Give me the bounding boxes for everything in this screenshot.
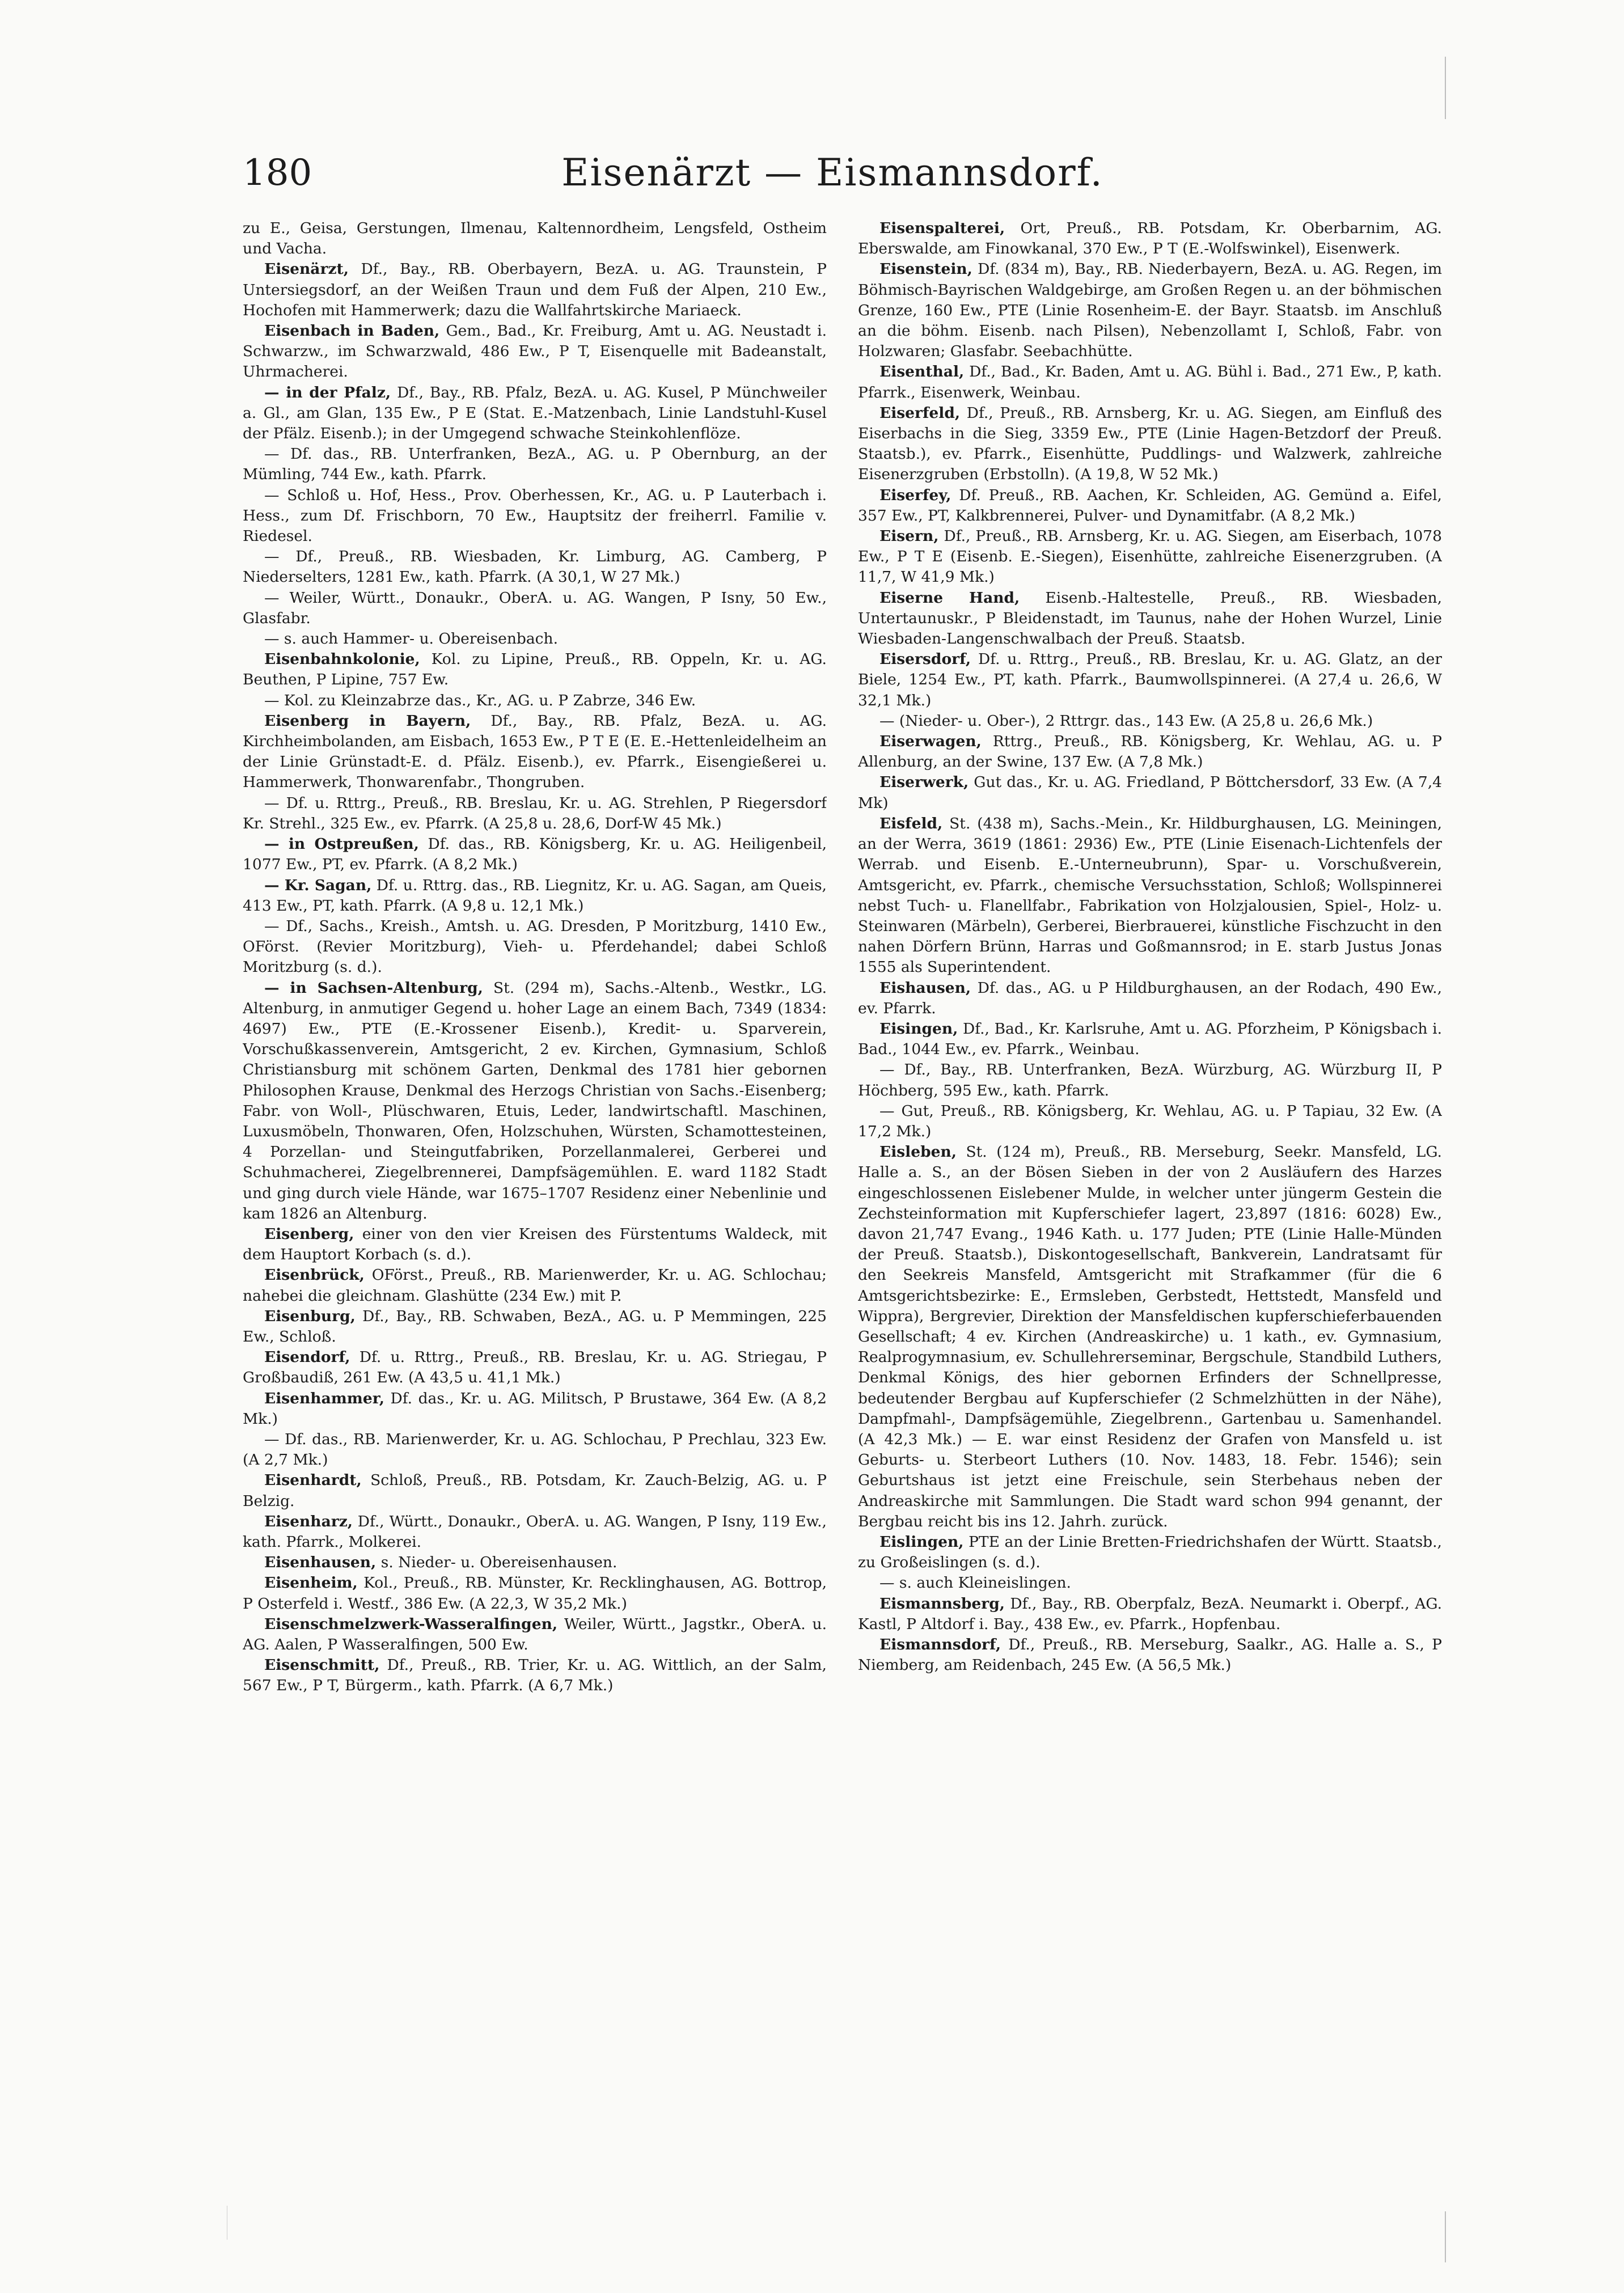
entry-text: Df. (834 m), Bay., RB. Niederbayern, BezA. u. AG. Regen, im Böhmisch-Bayrischen Waldgebirge, am Großen Regen u. an der böhmischen Grenze, 160 Ew., PTE (Linie Rosenheim-E. der Bayr. Staatsb. im Anschluß an die böhm. Eisenb. nach Pilsen), Nebenzollamt I, Schloß, Fabr. von Holzwaren; Glasfabr. Seebachhütte. (858, 260, 1442, 361)
entry-headword: Eisenhardt, (264, 1471, 362, 1490)
dictionary-entry (858, 1532, 1442, 1573)
entry-text: OFörst., Preuß., RB. Marienwerder, Kr. u. AG. Schlochau; nahebei die gleichnam. Glashütte (234 Ew.) mit P. (243, 1266, 827, 1305)
entry-text: Df., Preuß., RB. Arnsberg, Kr. u. AG. Siegen, am Einfluß des Eiserbachs in die Sieg, 3359 Ew., PTE (Linie Hagen-Betzdorf der Preuß. Staatsb.), ev. Pfarrk., Eisenhütte, Puddlings- und Walzwerk, zahlreiche Eisenerzgruben (Erbstolln). (A 19,8, W 52 Mk.) (858, 404, 1442, 484)
entry-headword: Eiserfeld, (879, 404, 961, 422)
entry-headword: — Kr. Sagan, (264, 876, 372, 894)
dictionary-entry (858, 1635, 1442, 1676)
dictionary-entry (243, 875, 827, 916)
entry-text: — Schloß u. Hof, Hess., Prov. Oberhessen, Kr., AG. u. P Lauterbach i. Hess., zum Df. Frischborn, 70 Ew., Hauptsitz der freiherrl. Familie v. Riedesel. (243, 486, 827, 545)
entry-text: St. (124 m), Preuß., RB. Merseburg, Seekr. Mansfeld, LG. Halle a. S., an der Bösen Sieben in der von 2 Ausläufern des Harzes eingeschlossenen Eislebener Mulde, in welcher unter jüngerm Gestein die Zechsteinformation mit Kupferschiefer lagert, 23,897 (1816: 6028) Ew., davon 21,747 Evang., 1946 Kath. u. 177 Juden; PTE (Linie Halle-Münden der Preuß. Staatsb.), Diskontogesellschaft, Bankverein, Landratsamt für den Seekreis Mansfeld, Amtsgericht mit Strafkammer (für die 6 Amtsgerichtsbezirke: E., Ermsleben, Gerbstedt, Hettstedt, Mansfeld und Wippra), Bergrevier, Direktion der Mansfeldischen kupferschieferbauenden Gesellschaft; 4 ev. Kirchen (Andreaskirche) u. 1 kath., ev. Gymnasium, Realprogymnasium, ev. Schullehrerseminar, Bergschule, Standbild Luthers, Denkmal Königs, des hier gebornen Erfinders der Schnellpresse, bedeutender Bergbau auf Kupferschiefer (2 Schmelzhütten in der Nähe), Dampfmahl-, Dampfsägemühle, Ziegelbrenn., Gartenbau u. Samenhandel. (A 42,3 Mk.) — E. war einst Residenz der Grafen von Mansfeld u. ist Geburts- u. Sterbeort Luthers (10. Nov. 1483, 18. Febr. 1546); sein Geburtshaus ist jetzt eine Freischule, sein Sterbehaus neben der Andreaskirche mit Sammlungen. Die Stadt ward schon 994 genannt, der Bergbau reicht bis ins 12. Jahrh. zurück. (858, 1143, 1442, 1530)
entry-text: zu E., Geisa, Gerstungen, Ilmenau, Kaltennordheim, Lengsfeld, Ostheim und Vacha. (243, 219, 827, 258)
dictionary-entry (858, 1594, 1442, 1635)
page-title: Eisenärzt — Eismannsdorf. (561, 151, 1103, 194)
dictionary-entry (243, 1614, 827, 1655)
entry-text: PTE an der Linie Bretten-Friedrichshafen der Württ. Staatsb., zu Großeislingen (s. d.). (858, 1533, 1442, 1572)
dictionary-entry (243, 1655, 827, 1696)
dictionary-entry (858, 772, 1442, 813)
entry-headword: Eisersdorf, (879, 650, 971, 669)
entry-headword: Eismannsdorf, (879, 1636, 1001, 1654)
dictionary-entry (858, 649, 1442, 711)
entry-headword: Eisleben, (879, 1143, 957, 1161)
dictionary-entry (858, 362, 1442, 403)
dictionary-entry (243, 793, 827, 834)
dictionary-entry (243, 1224, 827, 1265)
dictionary-entry (858, 485, 1442, 526)
entry-headword: Eiserne Hand, (879, 589, 1020, 607)
page-number: 180 (243, 152, 312, 194)
dictionary-entry (858, 1142, 1442, 1532)
dictionary-entry (243, 1552, 827, 1573)
entry-text: Df., Bay., RB. Schwaben, BezA., AG. u. P Memmingen, 225 Ew., Schloß. (243, 1307, 827, 1346)
dictionary-entry (858, 526, 1442, 588)
dictionary-entry (243, 1429, 827, 1470)
entry-headword: Eisenberg in Bayern, (264, 712, 471, 730)
entry-text: Df. u. Rttrg. das., RB. Liegnitz, Kr. u. AG. Sagan, am Queis, 413 Ew., PT, kath. Pfarrk. (A 9,8 u. 12,1 Mk.) (243, 876, 827, 915)
entry-text: Weiler, Württ., Jagstkr., OberA. u. AG. Aalen, P Wasseralfingen, 500 Ew. (243, 1615, 827, 1654)
dictionary-entry (243, 691, 827, 711)
entry-text: Df., Preuß., RB. Trier, Kr. u. AG. Wittlich, an der Salm, 567 Ew., P T, Bürgerm., kath. Pfarrk. (A 6,7 Mk.) (243, 1656, 827, 1695)
entry-text: Eisenb.-Haltestelle, Preuß., RB. Wiesbaden, Untertaunuskr., P Bleidenstadt, im Taunus, nahe der Hohen Wurzel, Linie Wiesbaden-Langenschwalbach der Preuß. Staatsb. (858, 589, 1442, 648)
entry-headword: Eisenbrück, (264, 1266, 365, 1284)
dictionary-entry (243, 629, 827, 649)
entry-headword: Eisenschmitt, (264, 1656, 380, 1674)
entry-headword: Eisfeld, (879, 814, 943, 832)
dictionary-entry (243, 711, 827, 793)
entry-text: — Gut, Preuß., RB. Königsberg, Kr. Wehlau, AG. u. P Tapiau, 32 Ew. (A 17,2 Mk.) (858, 1102, 1442, 1140)
entry-text: — s. auch Kleineislingen. (879, 1574, 1071, 1592)
dictionary-entry (858, 259, 1442, 362)
dictionary-entry (243, 547, 827, 587)
entry-headword: Eisenbach in Baden, (264, 322, 440, 340)
entry-text: Gut das., Kr. u. AG. Friedland, P Böttchersdorf, 33 Ew. (A 7,4 Mk) (858, 773, 1442, 812)
entry-text: Df. das., Kr. u. AG. Militsch, P Brustawe, 364 Ew. (A 8,2 Mk.) (243, 1389, 827, 1428)
dictionary-entry (243, 1573, 827, 1614)
entry-headword: Eisenschmelzwerk-Wasseralfingen, (264, 1615, 558, 1633)
entry-text: Schloß, Preuß., RB. Potsdam, Kr. Zauch-Belzig, AG. u. P Belzig. (243, 1471, 827, 1510)
entry-text: — Df. das., RB. Unterfranken, BezA., AG. u. P Obernburg, an der Mümling, 744 Ew., kath. Pfarrk. (243, 445, 827, 484)
dictionary-entry (243, 259, 827, 321)
dictionary-entry (858, 711, 1442, 731)
dictionary-entry (243, 1347, 827, 1388)
entry-text: St. (294 m), Sachs.-Altenb., Westkr., LG. Altenburg, in anmutiger Gegend u. hoher Lage an einem Bach, 7349 (1834: 4697) Ew., PTE (E.-Krossener Eisenb.), Kredit- u. Sparverein, Vorschußkassenverein, Amtsgericht, 2 ev. Kirchen, Gymnasium, Schloß Christiansburg mit schönem Garten, Denkmal des 1781 hier gebornen Philosophen Krause, Denkmal des Herzogs Christian von Sachs.-Eisenberg; Fabr. von Woll-, Plüschwaren, Etuis, Leder, landwirtschaftl. Maschinen, Luxusmöbeln, Thonwaren, Ofen, Holzschuhen, Würsten, Schamottesteinen, 4 Porzellan- und Steingutfabriken, Porzellanmalerei, Gerberei und Schuhmacherei, Ziegelbrennerei, Dampfsägemühlen. E. ward 1182 Stadt und ging durch viele Hände, war 1675–1707 Residenz einer Nebenlinie und kam 1826 an Altenburg. (243, 979, 827, 1222)
dictionary-entry (858, 1060, 1442, 1101)
entry-text: — (Nieder- u. Ober-), 2 Rttrgr. das., 143 Ew. (A 25,8 u. 26,6 Mk.) (879, 712, 1373, 730)
dictionary-entry (243, 444, 827, 485)
entry-headword: Eisenstein, (879, 260, 972, 278)
dictionary-entry (243, 383, 827, 445)
entry-text: Df. das., RB. Königsberg, Kr. u. AG. Heiligenbeil, 1077 Ew., PT, ev. Pfarrk. (A 8,2 Mk.) (243, 835, 827, 874)
entry-text: Df., Bay., RB. Oberbayern, BezA. u. AG. Traunstein, P Untersiegsdorf, an der Weißen Traun und dem Fuß der Alpen, 210 Ew., Hochofen mit Hammerwerk; dazu die Wallfahrtskirche Mariaeck. (243, 260, 827, 319)
dictionary-entry (858, 814, 1442, 978)
entry-text: — Df., Bay., RB. Unterfranken, BezA. Würzburg, AG. Würzburg II, P Höchberg, 595 Ew., kath. Pfarrk. (858, 1061, 1442, 1099)
entry-text: Df. das., AG. u P Hildburghausen, an der Rodach, 490 Ew., ev. Pfarrk. (858, 979, 1442, 1017)
dictionary-entry (858, 403, 1442, 485)
entry-headword: Eismannsberg, (879, 1594, 1005, 1613)
entry-text: einer von den vier Kreisen des Fürstentums Waldeck, mit dem Hauptort Korbach (s. d.). (243, 1225, 827, 1264)
entry-headword: Eisingen, (879, 1019, 958, 1038)
edge-rule (1445, 57, 1446, 119)
entry-text: Df., Bay., RB. Pfalz, BezA. u. AG. Kusel, P Münchweiler a. Gl., am Glan, 135 Ew., P E (Stat. E.-Matzenbach, Linie Landstuhl-Kusel der Pfälz. Eisenb.); in der Umgegend schwache Steinkohlenflöze. (243, 383, 827, 443)
entry-headword: Eisenheim, (264, 1574, 358, 1592)
entry-headword: Eisenberg, (264, 1225, 354, 1243)
dictionary-entry (243, 649, 827, 690)
entry-text: Df., Bay., RB. Pfalz, BezA. u. AG. Kirchheimbolanden, am Eisbach, 1653 Ew., P T E (E. E.-Hettenleidelheim an der Linie Grünstadt-E. d. Pfälz. Eisenb.), ev. Pfarrk., Eisengießerei u. Hammerwerk, Thonwarenfabr., Thongruben. (243, 712, 827, 792)
entry-text: — Df., Sachs., Kreish., Amtsh. u. AG. Dresden, P Moritzburg, 1410 Ew., OFörst. (Revier Moritzburg), Vieh- u. Pferdehandel; dabei Schloß Moritzburg (s. d.). (243, 917, 827, 976)
dictionary-entry (243, 321, 827, 383)
dictionary-entry (858, 1101, 1442, 1142)
edge-rule-bottom (1445, 2211, 1446, 2262)
dictionary-entry (243, 1389, 827, 1429)
dictionary-entry (243, 485, 827, 547)
page-header (243, 145, 1422, 207)
dictionary-entry (243, 218, 827, 259)
entry-text: — Weiler, Württ., Donaukr., OberA. u. AG. Wangen, P Isny, 50 Ew., Glasfabr. (243, 589, 827, 627)
entry-headword: Eisenthal, (879, 363, 965, 381)
entry-text: Kol. zu Lipine, Preuß., RB. Oppeln, Kr. u. AG. Beuthen, P Lipine, 757 Ew. (243, 650, 827, 689)
left-column (243, 218, 827, 2214)
right-column (858, 218, 1442, 2214)
entry-text: Df., Bad., Kr. Karlsruhe, Amt u. AG. Pforzheim, P Königsbach i. Bad., 1044 Ew., ev. Pfarrk., Weinbau. (858, 1019, 1442, 1059)
entry-text: Df. Preuß., RB. Aachen, Kr. Schleiden, AG. Gemünd a. Eifel, 357 Ew., PT, Kalkbrennerei, Pulver- und Dynamitfabr. (A 8,2 Mk.) (858, 486, 1442, 524)
entry-headword: — in Ostpreußen, (264, 835, 419, 853)
entry-headword: Eishausen, (879, 979, 971, 997)
dictionary-entry (243, 916, 827, 978)
entry-headword: Eisenburg, (264, 1307, 356, 1325)
entry-headword: Eisenärzt, (264, 260, 349, 278)
dictionary-entry (243, 1306, 827, 1347)
entry-text: Gem., Bad., Kr. Freiburg, Amt u. AG. Neustadt i. Schwarzw., im Schwarzwald, 486 Ew., P T, Eisenquelle mit Badeanstalt, Uhrmacherei. (243, 322, 827, 381)
dictionary-entry (243, 1470, 827, 1511)
dictionary-entry (858, 588, 1442, 650)
entry-headword: Eisern, (879, 527, 939, 545)
entry-text: Df., Bad., Kr. Baden, Amt u. AG. Bühl i. Bad., 271 Ew., P, kath. Pfarrk., Eisenwerk, Weinbau. (858, 363, 1442, 401)
entry-text: Df., Preuß., RB. Merseburg, Saalkr., AG. Halle a. S., P Niemberg, am Reidenbach, 245 Ew. (A 56,5 Mk.) (858, 1636, 1442, 1674)
entry-headword: Eisenspalterei, (879, 219, 1005, 237)
entry-text: Ort, Preuß., RB. Potsdam, Kr. Oberbarnim, AG. Eberswalde, am Finowkanal, 370 Ew., P T (E.-Wolfswinkel), Eisenwerk. (858, 219, 1442, 258)
dictionary-entry (243, 834, 827, 875)
dictionary-entry (858, 731, 1442, 772)
dictionary-entry (243, 588, 827, 629)
dictionary-entry (243, 1265, 827, 1306)
entry-text: — Df., Preuß., RB. Wiesbaden, Kr. Limburg, AG. Camberg, P Niederselters, 1281 Ew., kath. Pfarrk. (A 30,1, W 27 Mk.) (243, 548, 827, 586)
entry-headword: Eisenhausen, (264, 1554, 377, 1572)
entry-text: Rttrg., Preuß., RB. Königsberg, Kr. Wehlau, AG. u. P Allenburg, an der Swine, 137 Ew. (A 7,8 Mk.) (858, 733, 1442, 771)
entry-headword: Eisendorf, (264, 1348, 350, 1367)
entry-headword: Eisenharz, (264, 1512, 353, 1530)
entry-text: — Kol. zu Kleinzabrze das., Kr., AG. u. P Zabrze, 346 Ew. (264, 691, 696, 709)
dictionary-entry (243, 978, 827, 1224)
entry-text: — Df. das., RB. Marienwerder, Kr. u. AG. Schlochau, P Prechlau, 323 Ew. (A 2,7 Mk.) (243, 1430, 827, 1469)
dictionary-entry (858, 978, 1442, 1019)
dictionary-entry (858, 1573, 1442, 1593)
entry-text: — Df. u. Rttrg., Preuß., RB. Breslau, Kr. u. AG. Strehlen, P Riegersdorf Kr. Strehl., 325 Ew., ev. Pfarrk. (A 25,8 u. 28,6, Dorf-W 45 Mk.) (243, 794, 827, 832)
entry-text: Df., Preuß., RB. Arnsberg, Kr. u. AG. Siegen, am Eiserbach, 1078 Ew., P T E (Eisenb. E.-Siegen), Eisenhütte, zahlreiche Eisenerzgruben. (A 11,7, W 41,9 Mk.) (858, 527, 1442, 586)
entry-headword: Eiserfey, (879, 486, 951, 504)
entry-headword: — in der Pfalz, (264, 383, 391, 401)
entry-text: Df., Württ., Donaukr., OberA. u. AG. Wangen, P Isny, 119 Ew., kath. Pfarrk., Molkerei. (243, 1512, 827, 1551)
entry-text: s. Nieder- u. Obereisenhausen. (380, 1554, 618, 1572)
entry-headword: Eisenbahnkolonie, (264, 650, 420, 669)
entry-text: Kol., Preuß., RB. Münster, Kr. Recklinghausen, AG. Bottrop, P Osterfeld i. Westf., 386 Ew. (A 22,3, W 35,2 Mk.) (243, 1574, 827, 1613)
dictionary-entry (243, 1512, 827, 1552)
entry-text: St. (438 m), Sachs.-Mein., Kr. Hildburghausen, LG. Meiningen, an der Werra, 3619 (1861: 2936) Ew., PTE (Linie Eisenach-Lichtenfels der Werrab. und Eisenb. E.-Unterneubrunn), Spar- u. Vorschußverein, Amtsgericht, ev. Pfarrk., chemische Versuchsstation, Schloß; Wollspinnerei nebst Tuch- u. Flanellfabr., Fabrikation von Holzjalousien, Spiel-, Holz- u. Steinwaren (Märbeln), Gerberei, Bierbrauerei, künstliche Fischzucht in den nahen Dörfern Brünn, Harras und Goßmannsrod; in E. starb Justus Jonas 1555 als Superintendent. (858, 814, 1442, 976)
dictionary-entry (858, 218, 1442, 259)
entry-headword: Eisenhammer, (264, 1389, 384, 1407)
entry-text: Df. u. Rttrg., Preuß., RB. Breslau, Kr. u. AG. Striegau, P Großbaudiß, 261 Ew. (A 43,5 u. 41,1 Mk.) (243, 1348, 827, 1387)
entry-text: Df., Bay., RB. Oberpfalz, BezA. Neumarkt i. Oberpf., AG. Kastl, P Altdorf i. Bay., 438 Ew., ev. Pfarrk., Hopfenbau. (858, 1594, 1442, 1633)
entry-headword: Eiserwerk, (879, 773, 969, 792)
entry-text: — s. auch Hammer- u. Obereisenbach. (264, 630, 559, 648)
entry-headword: Eiserwagen, (879, 733, 982, 751)
entry-headword: Eislingen, (879, 1533, 964, 1551)
dictionary-entry (858, 1019, 1442, 1060)
entry-text: Df. u. Rttrg., Preuß., RB. Breslau, Kr. u. AG. Glatz, an der Biele, 1254 Ew., PT, kath. Pfarrk., Baumwollspinnerei. (A 27,4 u. 26,6, W 32,1 Mk.) (858, 650, 1442, 709)
entry-headword: — in Sachsen-Altenburg, (264, 979, 483, 997)
